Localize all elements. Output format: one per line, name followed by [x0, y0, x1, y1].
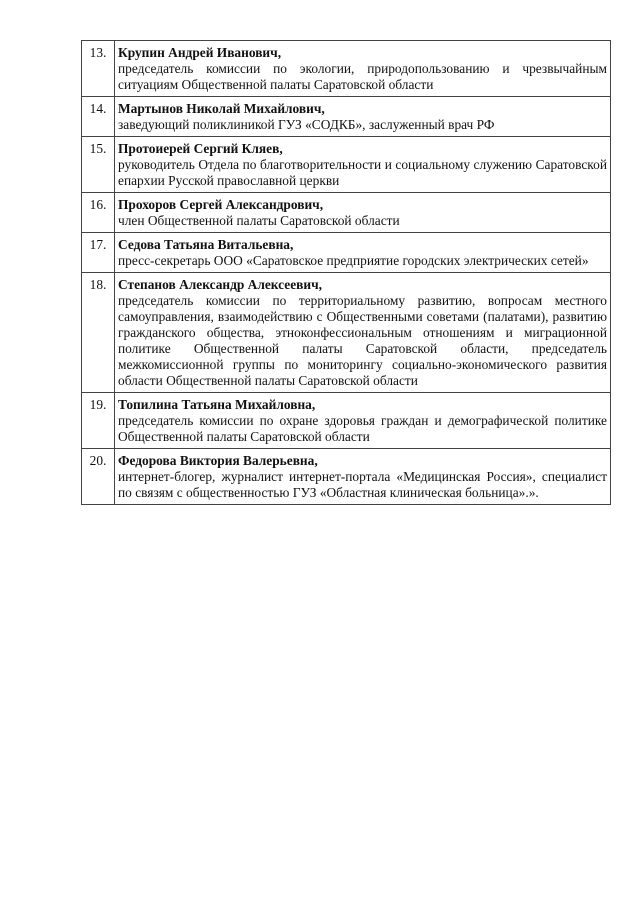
- member-description: председатель комиссии по охране здоровья граждан и демографической политике Общественной палаты Саратовской области: [118, 413, 607, 444]
- table-row: [82, 193, 611, 233]
- row-number: 20.: [82, 449, 115, 505]
- member-cell: [115, 273, 611, 393]
- member-description: председатель комиссии по территориальному развитию, вопросам местного самоуправления, взаимодействию с Общественными советами (палатами), развитию гражданского общества, этноконфессиональным отношениям и миграционной политике Общественной палаты Саратовской области, председатель межкомиссионной группы по мониторингу социально-экономического развития области Общественной палаты Саратовской области: [118, 293, 607, 388]
- row-number: 14.: [82, 97, 115, 137]
- member-name: Степанов Александр Алексеевич,: [118, 277, 323, 292]
- member-name: Седова Татьяна Витальевна,: [118, 237, 294, 252]
- member-cell: [115, 193, 611, 233]
- row-number: 15.: [82, 137, 115, 193]
- member-name: Прохоров Сергей Александрович,: [118, 197, 324, 212]
- row-number: 17.: [82, 233, 115, 273]
- row-number: 16.: [82, 193, 115, 233]
- table-row: [82, 449, 611, 505]
- row-number: 19.: [82, 393, 115, 449]
- member-cell: [115, 137, 611, 193]
- row-number: 18.: [82, 273, 115, 393]
- table-row: [82, 97, 611, 137]
- members-table: [81, 40, 611, 505]
- table-row: [82, 393, 611, 449]
- member-name: Топилина Татьяна Михайловна,: [118, 397, 316, 412]
- member-description: член Общественной палаты Саратовской области: [118, 213, 400, 228]
- table-row: [82, 137, 611, 193]
- member-description: пресс-секретарь ООО «Саратовское предприятие городских электрических сетей»: [118, 253, 589, 268]
- member-description: интернет-блогер, журналист интернет-портала «Медицинская Россия», специалист по связям с общественностью ГУЗ «Областная клиническая больница».».: [118, 469, 607, 500]
- member-cell: [115, 97, 611, 137]
- member-name: Федорова Виктория Валерьевна,: [118, 453, 318, 468]
- member-description: руководитель Отдела по благотворительности и социальному служению Саратовской епархии Русской православной церкви: [118, 157, 607, 188]
- member-cell: [115, 393, 611, 449]
- table-row: [82, 233, 611, 273]
- member-description: заведующий поликлиникой ГУЗ «СОДКБ», заслуженный врач РФ: [118, 117, 495, 132]
- table-row: [82, 41, 611, 97]
- member-cell: [115, 233, 611, 273]
- member-description: председатель комиссии по экологии, природопользованию и чрезвычайным ситуациям Общественной палаты Саратовской области: [118, 61, 607, 92]
- member-name: Мартынов Николай Михайлович,: [118, 101, 325, 116]
- member-name: Крупин Андрей Иванович,: [118, 45, 282, 60]
- table-row: [82, 273, 611, 393]
- member-cell: [115, 41, 611, 97]
- member-cell: [115, 449, 611, 505]
- member-name: Протоиерей Сергий Кляев,: [118, 141, 283, 156]
- row-number: 13.: [82, 41, 115, 97]
